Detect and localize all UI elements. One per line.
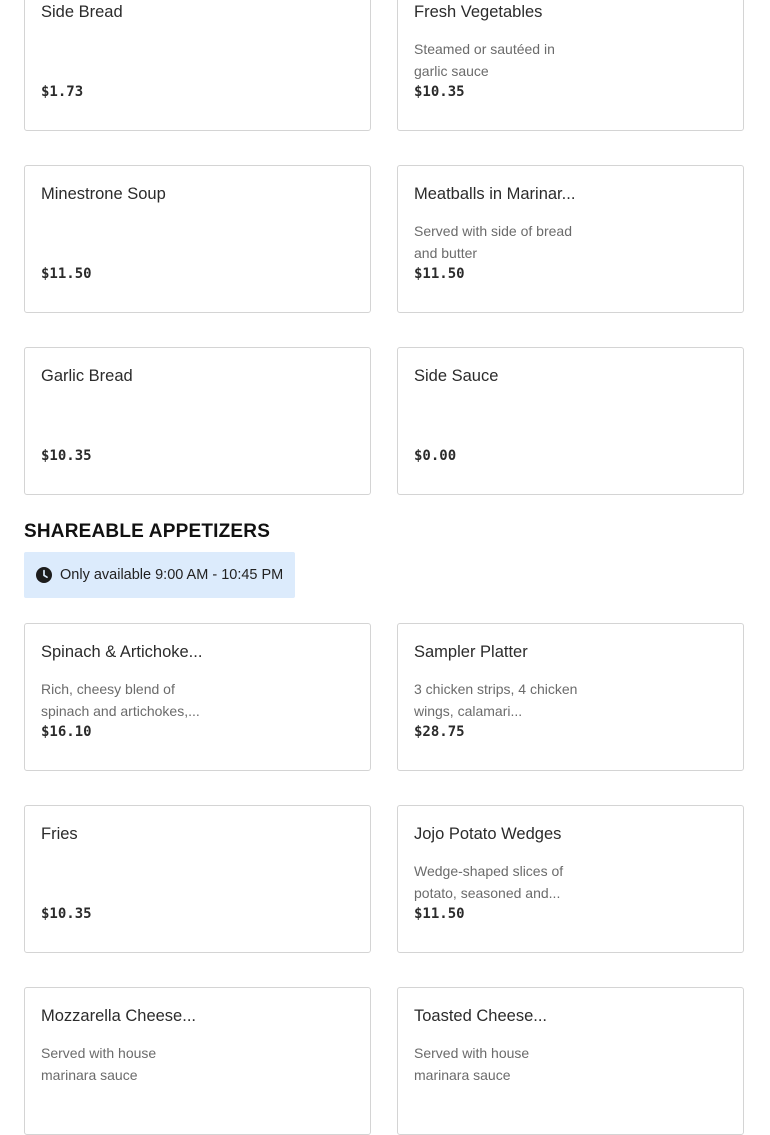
clock-icon [36,567,52,583]
item-description: Steamed or sautéed in garlic sauce [414,41,555,79]
item-price: $11.50 [414,266,465,282]
item-description: Served with house marinara sauce [41,1045,157,1083]
menu-item-card[interactable] [397,0,744,131]
menu-item-card[interactable] [24,623,371,771]
menu-item-card[interactable] [24,347,371,495]
item-description: Served with side of bread and butter [414,223,572,261]
menu-item-card[interactable] [397,987,744,1135]
menu-item-card[interactable] [24,987,371,1135]
menu-item-card[interactable] [397,805,744,953]
item-name: Fries [41,825,78,843]
menu-item-card[interactable] [397,165,744,313]
item-name: Toasted Cheese... [414,1007,547,1025]
item-name: Side Bread [41,3,123,21]
item-description: 3 chicken strips, 4 chicken wings, calamari... [414,681,578,719]
menu-item-card[interactable] [24,165,371,313]
availability-text: Only available 9:00 AM - 10:45 PM [60,567,284,583]
item-description: Served with house marinara sauce [414,1045,530,1083]
menu-item-card[interactable] [24,0,371,131]
item-name: Sampler Platter [414,643,528,661]
item-name: Fresh Vegetables [414,3,543,21]
item-price: $10.35 [41,906,92,922]
item-name: Side Sauce [414,367,499,385]
item-price: $10.35 [41,448,92,464]
menu-item-card[interactable] [397,623,744,771]
item-price: $1.73 [41,84,84,100]
item-price: $28.75 [414,724,465,740]
item-price: $16.10 [41,724,92,740]
menu-item-card[interactable] [397,347,744,495]
item-price: $10.35 [414,84,465,100]
item-name: Spinach & Artichoke... [41,643,203,661]
item-price: $0.00 [414,448,457,464]
availability-banner [24,552,295,598]
item-name: Minestrone Soup [41,185,166,203]
item-name: Mozzarella Cheese... [41,1007,196,1025]
menu-item-card[interactable] [24,805,371,953]
item-name: Jojo Potato Wedges [414,825,562,843]
section-title: SHAREABLE APPETIZERS [24,521,271,542]
item-price: $11.50 [414,906,465,922]
item-description: Wedge-shaped slices of potato, seasoned and... [414,863,564,901]
item-description: Rich, cheesy blend of spinach and artichokes,... [41,681,200,719]
item-price: $11.50 [41,266,92,282]
item-name: Meatballs in Marinar... [414,185,576,203]
item-name: Garlic Bread [41,367,133,385]
